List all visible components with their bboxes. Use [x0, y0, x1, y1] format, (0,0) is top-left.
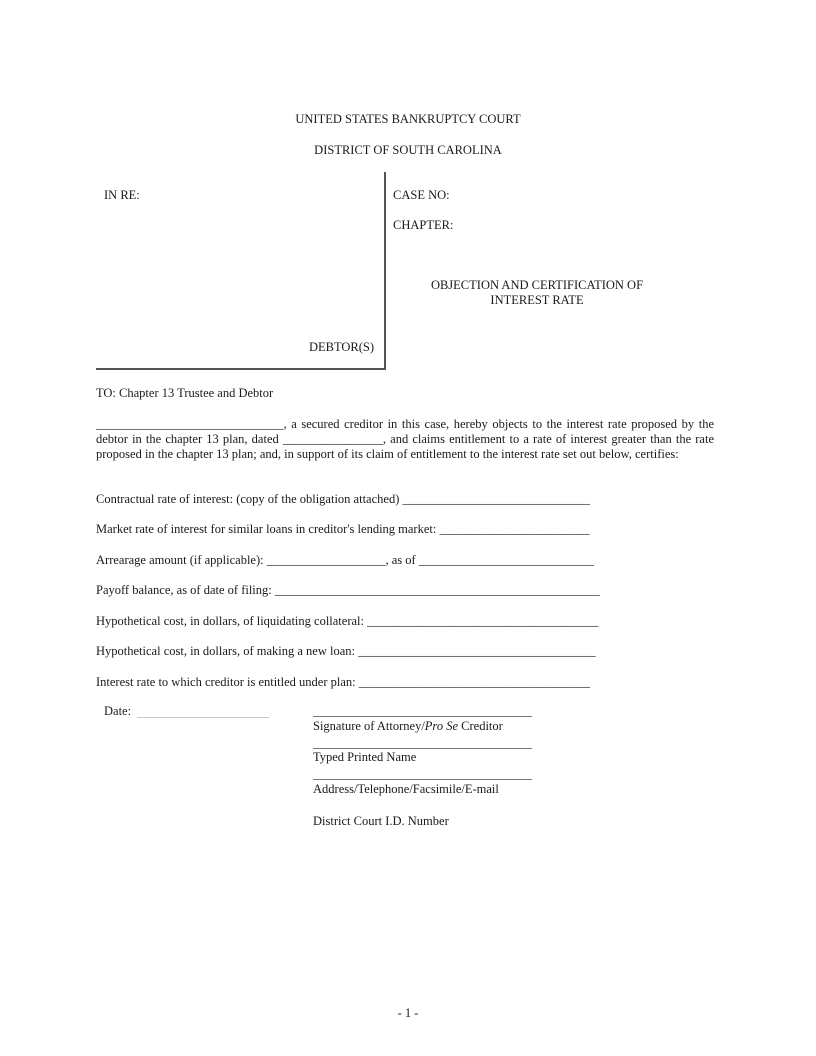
- in-re-label: IN RE:: [104, 188, 140, 202]
- arrearage-field[interactable]: Arrearage amount (if applicable): ___________________, as of ____________________________: [96, 553, 594, 567]
- new-loan-cost-field[interactable]: Hypothetical cost, in dollars, of making a new loan: ______________________________________: [96, 644, 596, 658]
- to-line: TO: Chapter 13 Trustee and Debtor: [96, 386, 274, 400]
- signature-label-prefix: Signature of Attorney/: [313, 719, 425, 733]
- address-line[interactable]: [313, 779, 532, 780]
- objection-paragraph: ______________________________, a secured creditor in this case, hereby objects to the interest rate proposed by the debtor in the chapter 13 plan, dated ________________, and claims entitlement to a rate of interest greater than the rate proposed in the chapter 13 plan; and, in support of its claim of entitlement to the interest rate set out below, certifies:: [96, 417, 714, 461]
- case-no-label: CASE NO:: [393, 188, 450, 202]
- document-title: [396, 278, 678, 308]
- typed-name-label: Typed Printed Name: [313, 750, 417, 764]
- entitled-rate-field[interactable]: Interest rate to which creditor is entitled under plan: _____________________________________: [96, 675, 591, 689]
- date-label: Date:: [104, 704, 132, 718]
- caption-vertical-divider: [384, 172, 386, 369]
- signature-label-suffix: Creditor: [458, 719, 503, 733]
- contractual-rate-field[interactable]: Contractual rate of interest: (copy of the obligation attached) ______________________________: [96, 492, 590, 506]
- document-title-line1: OBJECTION AND CERTIFICATION OF: [430, 278, 644, 292]
- signature-label: [313, 719, 503, 734]
- market-rate-field[interactable]: Market rate of interest for similar loans in creditor's lending market: ________________________: [96, 522, 590, 536]
- caption-horizontal-divider: [96, 368, 386, 370]
- payoff-balance-field[interactable]: Payoff balance, as of date of filing: ____________________________________________________: [96, 583, 600, 597]
- liquidating-cost-field[interactable]: Hypothetical cost, in dollars, of liquidating collateral: _____________________________________: [96, 614, 599, 628]
- address-label: Address/Telephone/Facsimile/E-mail: [313, 782, 499, 796]
- district-id-label: District Court I.D. Number: [313, 814, 449, 828]
- page-number: - 1 -: [397, 1006, 419, 1020]
- signature-label-pro-se: Pro Se: [424, 719, 459, 733]
- document-title-line2: INTEREST RATE: [490, 293, 584, 307]
- date-input-line[interactable]: [137, 717, 269, 718]
- typed-name-line[interactable]: [313, 748, 532, 749]
- court-title: UNITED STATES BANKRUPTCY COURT: [295, 112, 521, 126]
- debtors-label: DEBTOR(S): [309, 340, 375, 354]
- chapter-label: CHAPTER:: [393, 218, 454, 232]
- district-title: DISTRICT OF SOUTH CAROLINA: [314, 143, 502, 157]
- signature-line[interactable]: [313, 716, 532, 717]
